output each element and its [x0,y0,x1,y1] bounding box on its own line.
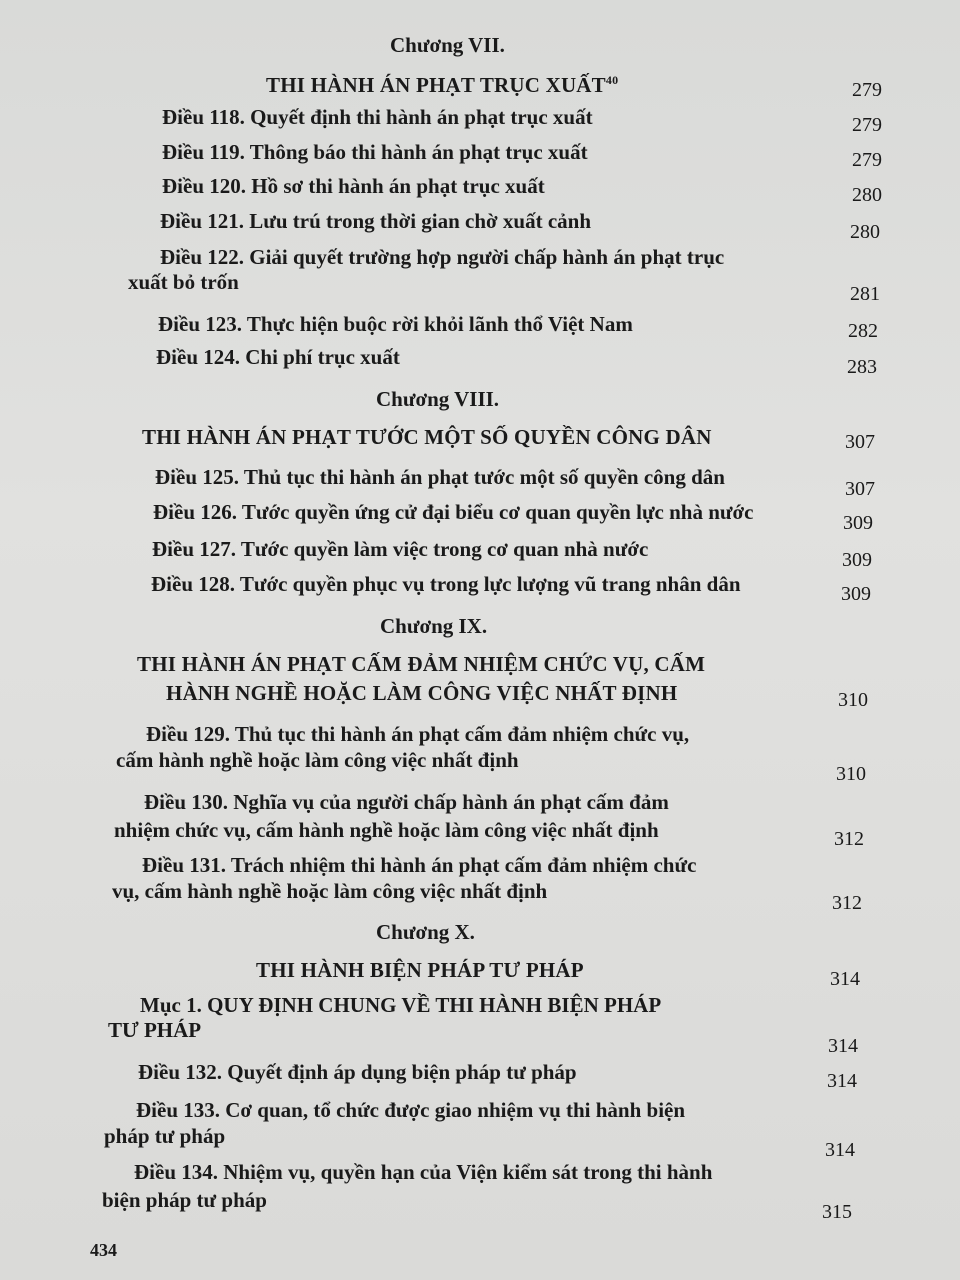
toc-entry: Điều 123. Thực hiện buộc rời khỏi lãnh thổ Việt Nam [158,312,633,336]
section-heading: Mục 1. QUY ĐỊNH CHUNG VỀ THI HÀNH BIỆN PHÁP [140,993,662,1017]
toc-entry-continuation: biện pháp tư pháp [102,1188,267,1212]
toc-page: 315 [822,1201,852,1223]
section-heading-continuation: TƯ PHÁP [108,1018,202,1042]
chapter-heading: Chương X. [376,920,475,944]
toc-entry-continuation: cấm hành nghề hoặc làm công việc nhất định [116,748,519,772]
toc-page: 283 [847,356,877,378]
toc-entry: Điều 127. Tước quyền làm việc trong cơ quan nhà nước [152,537,649,561]
toc-entry: Điều 121. Lưu trú trong thời gian chờ xuất cảnh [160,209,592,233]
footnote-marker: 40 [605,73,619,87]
toc-entry-continuation: nhiệm chức vụ, cấm hành nghề hoặc làm công việc nhất định [114,818,659,842]
chapter-page: 307 [845,431,875,453]
toc-page: 307 [845,478,875,500]
toc-page: 312 [834,828,864,850]
toc-page: 309 [843,512,873,534]
chapter-heading: Chương IX. [380,614,488,638]
chapter-title: THI HÀNH ÁN PHẠT TƯỚC MỘT SỐ QUYỀN CÔNG DÂN [142,425,712,449]
toc-entry: Điều 124. Chi phí trục xuất [156,345,400,369]
toc-page: 314 [825,1139,855,1161]
toc-entry: Điều 118. Quyết định thi hành án phạt trục xuất [162,105,593,129]
toc-page: 309 [841,583,871,605]
toc-entry: Điều 132. Quyết định áp dụng biện pháp tư pháp [138,1060,577,1084]
chapter-title: THI HÀNH ÁN PHẠT TRỤC XUẤT$^{40}$ [266,73,619,97]
chapter-title: THI HÀNH ÁN PHẠT CẤM ĐẢM NHIỆM CHỨC VỤ, CẤM [137,652,706,676]
toc-entry: Điều 119. Thông báo thi hành án phạt trục xuất [162,140,588,164]
section-page: 314 [828,1035,858,1057]
chapter-heading: Chương VIII. [376,387,500,411]
toc-page: 279 [852,149,882,171]
chapter-page: 310 [838,689,868,711]
toc-page: 312 [832,892,862,914]
toc-entry-continuation: xuất bỏ trốn [128,270,239,294]
chapter-page: 279 [852,79,882,101]
chapter-title: THI HÀNH BIỆN PHÁP TƯ PHÁP [256,958,584,982]
toc-entry: Điều 120. Hồ sơ thi hành án phạt trục xuất [162,174,545,198]
toc-page: 282 [848,320,878,342]
chapter-heading: Chương VII. [390,33,505,57]
toc-entry: Điều 126. Tước quyền ứng cử đại biểu cơ quan quyền lực nhà nước [153,500,754,524]
toc-page: 314 [827,1070,857,1092]
toc-entry: Điều 128. Tước quyền phục vụ trong lực lượng vũ trang nhân dân [151,572,741,596]
toc-page: 281 [850,283,880,305]
toc-page: 309 [842,549,872,571]
toc-entry-continuation: vụ, cấm hành nghề hoặc làm công việc nhất định [112,879,548,903]
toc-page: 280 [852,184,882,206]
toc-page: 310 [836,763,866,785]
toc-entry: Điều 133. Cơ quan, tổ chức được giao nhiệm vụ thi hành biện [136,1098,686,1122]
toc-entry: Điều 122. Giải quyết trường hợp người chấp hành án phạt trục [160,245,725,269]
toc-entry: Điều 129. Thủ tục thi hành án phạt cấm đảm nhiệm chức vụ, [146,722,690,746]
toc-entry-continuation: pháp tư pháp [104,1124,226,1148]
toc-page: 279 [852,114,882,136]
toc-entry: Điều 125. Thủ tục thi hành án phạt tước một số quyền công dân [155,465,725,489]
chapter-page: 314 [830,968,860,990]
chapter-title-line2: HÀNH NGHỀ HOẶC LÀM CÔNG VIỆC NHẤT ĐỊNH [166,681,678,705]
page-number: 434 [90,1240,117,1260]
toc-entry: Điều 130. Nghĩa vụ của người chấp hành án phạt cấm đảm [144,790,669,814]
toc-entry: Điều 134. Nhiệm vụ, quyền hạn của Viện kiểm sát trong thi hành [134,1160,713,1184]
toc-entry: Điều 131. Trách nhiệm thi hành án phạt cấm đảm nhiệm chức [142,853,697,877]
toc-page: 280 [850,221,880,243]
